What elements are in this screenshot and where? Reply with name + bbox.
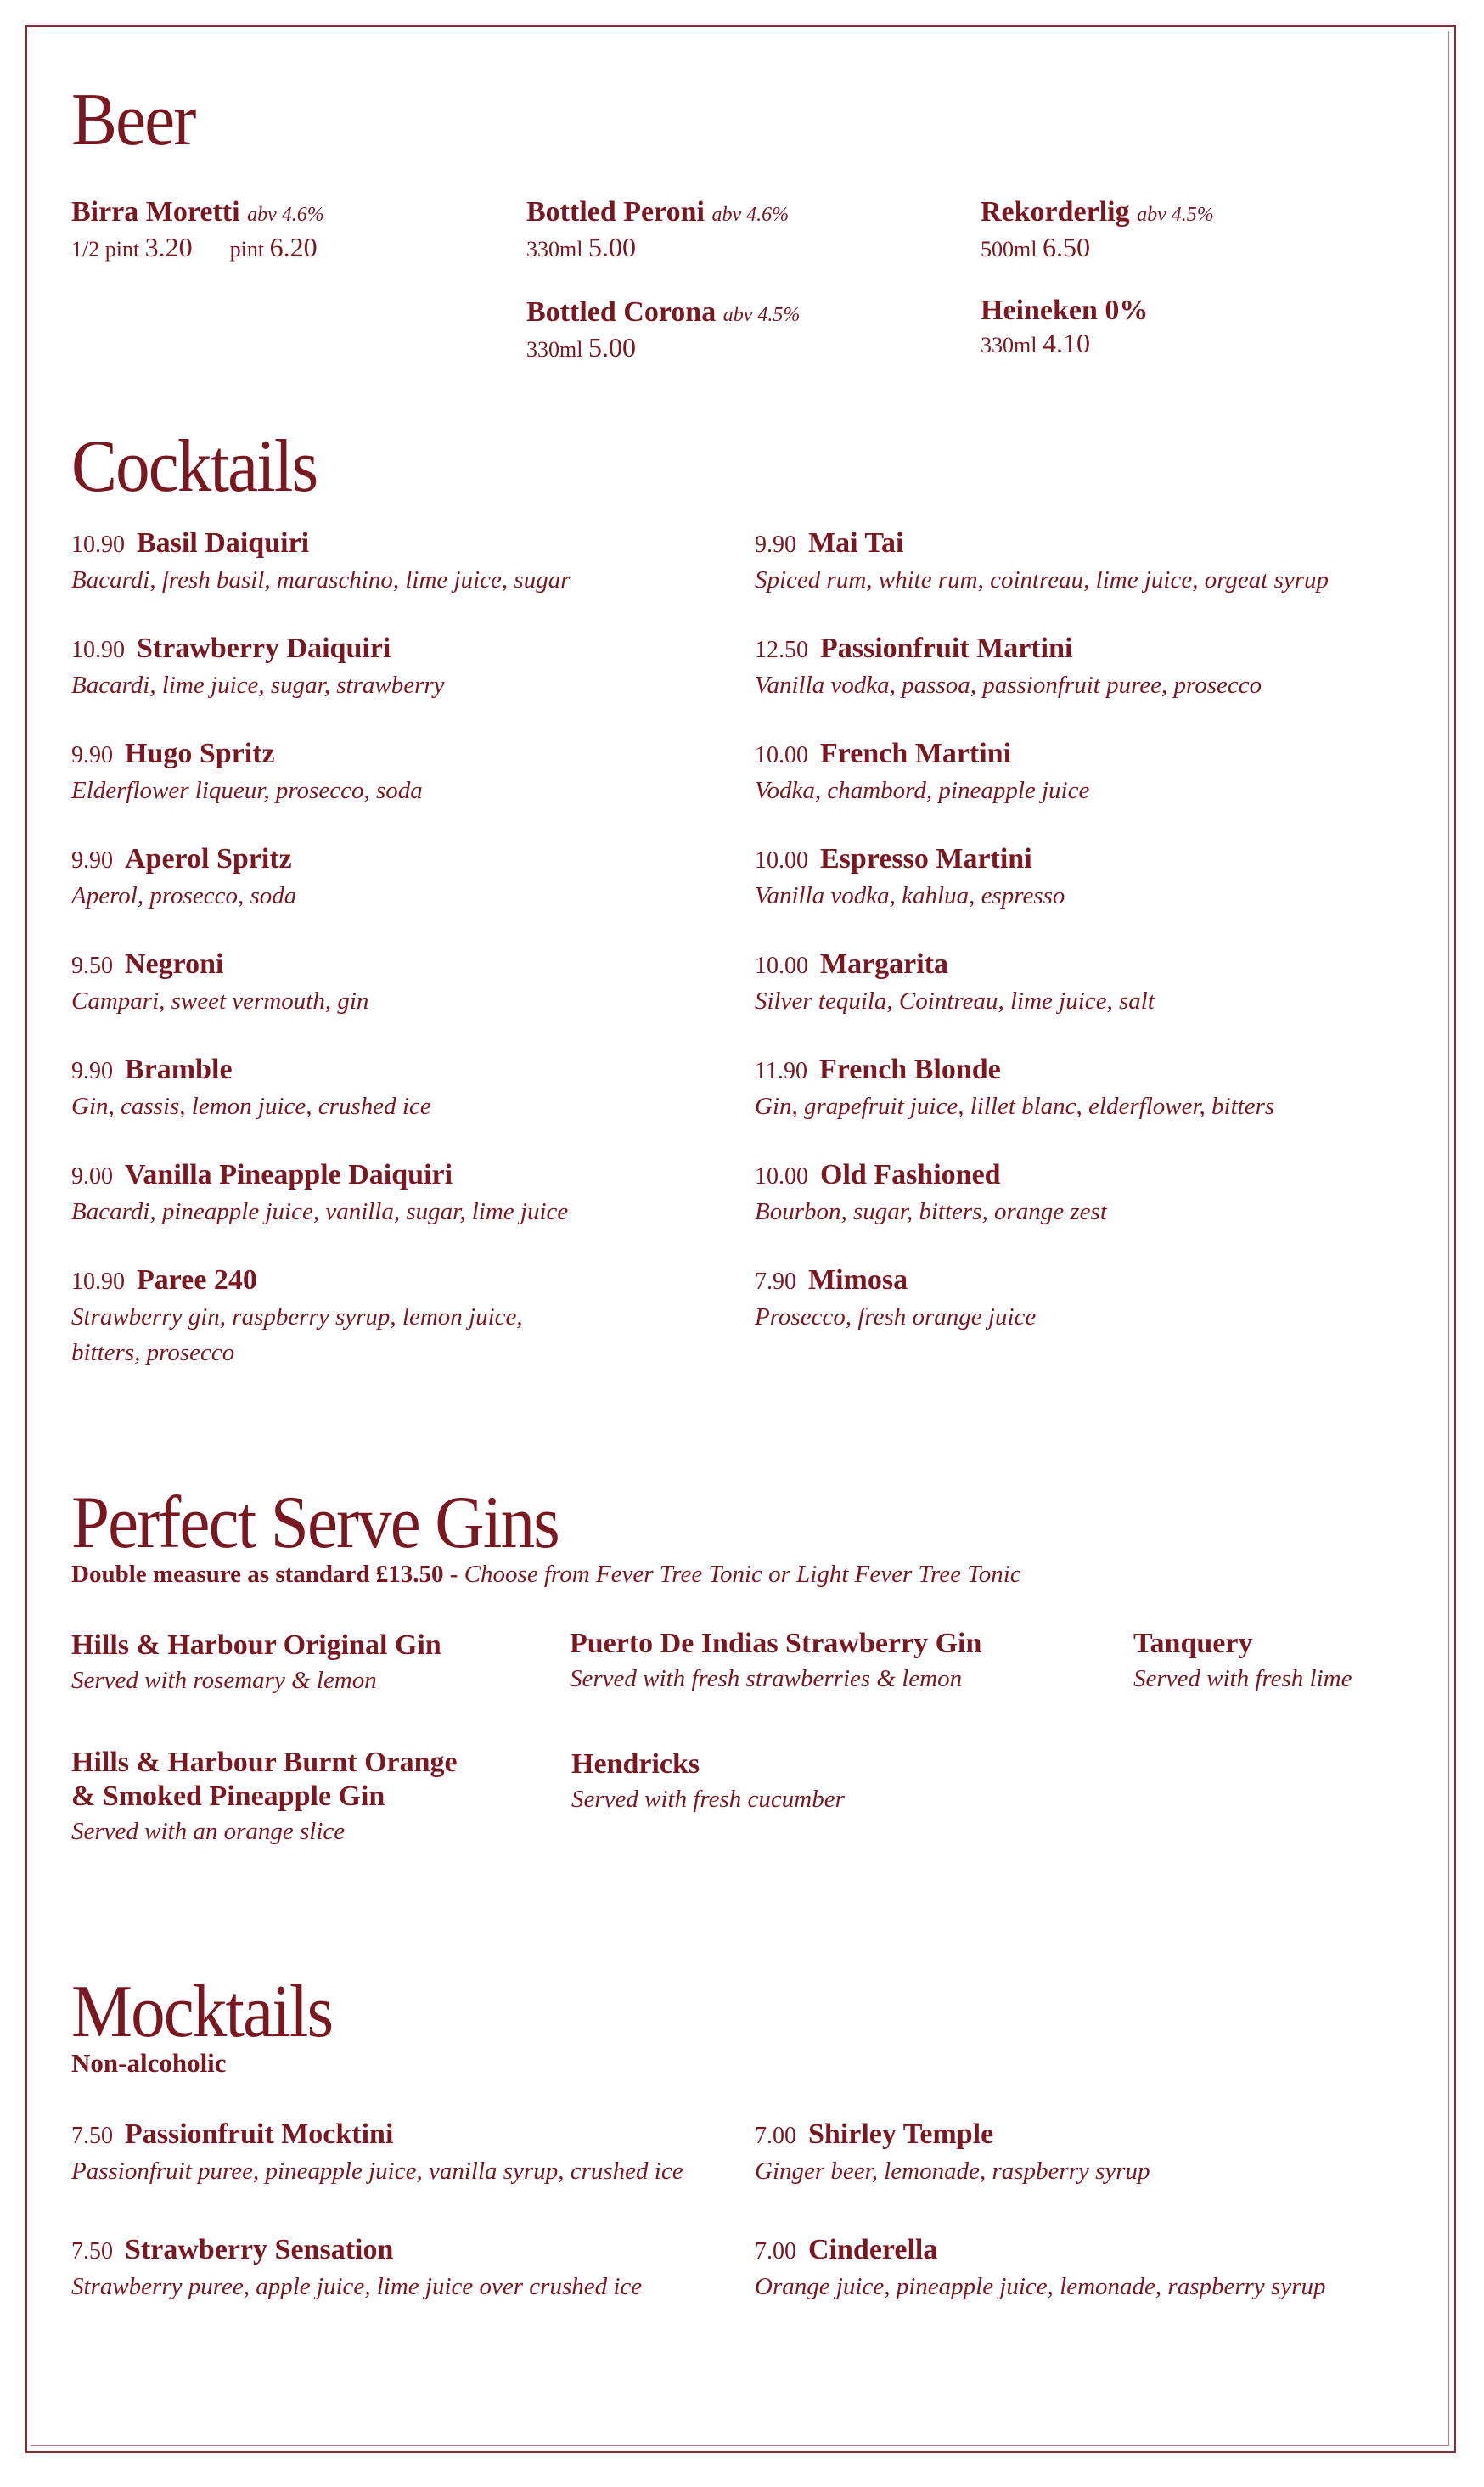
gin-name: Hendricks — [571, 1748, 700, 1780]
item-price: 10.90 — [71, 637, 125, 663]
beer-name: Bottled Corona — [526, 296, 717, 328]
gins-subtitle — [71, 1557, 1021, 1591]
item-name: Paree 240 — [137, 1264, 257, 1296]
gins-subtitle-bold: Double measure as standard £13.50 - — [71, 1561, 458, 1588]
mocktail-item — [755, 2118, 1150, 2189]
item-desc: Silver tequila, Cointreau, lime juice, salt — [755, 987, 1155, 1015]
item-name: Bramble — [125, 1054, 233, 1085]
size-label: 330ml — [526, 237, 583, 262]
item-desc: Aperol, prosecco, soda — [71, 882, 297, 909]
item-desc: Strawberry puree, apple juice, lime juice over crushed ice — [71, 2273, 643, 2300]
beer-name: Heineken 0% — [981, 295, 1149, 326]
item-desc-line2: bitters, prosecco — [71, 1339, 235, 1366]
gin-desc: Served with an orange slice — [71, 1818, 346, 1845]
item-name: Vanilla Pineapple Daiquiri — [125, 1159, 453, 1190]
size-label: 1/2 pint — [71, 237, 140, 262]
mocktail-item — [71, 2118, 683, 2189]
item-price: 10.00 — [755, 742, 808, 768]
gin-desc: Served with rosemary & lemon — [71, 1667, 377, 1694]
gin-name-line2: & Smoked Pineapple Gin — [71, 1781, 385, 1812]
item-name: Aperol Spritz — [125, 843, 292, 875]
cocktail-item — [71, 737, 423, 808]
gins-heading: Perfect Serve Gins — [71, 1482, 559, 1564]
item-price: 9.90 — [71, 742, 113, 768]
item-name: Shirley Temple — [808, 2118, 994, 2150]
item-price: 7.50 — [71, 2123, 113, 2149]
cocktail-item — [755, 737, 1089, 808]
size-label: 500ml — [981, 237, 1037, 262]
gin-item — [570, 1627, 981, 1696]
gin-name: Puerto De Indias Strawberry Gin — [570, 1628, 982, 1659]
size-label: pint — [229, 237, 265, 262]
item-desc: Bacardi, fresh basil, maraschino, lime juice, sugar — [71, 566, 571, 594]
cocktail-item — [71, 1053, 431, 1124]
item-name: Old Fashioned — [820, 1159, 1001, 1190]
cocktails-heading: Cocktails — [71, 425, 318, 508]
item-desc: Ginger beer, lemonade, raspberry syrup — [755, 2158, 1150, 2185]
gin-item — [1133, 1627, 1352, 1696]
beer-item — [526, 295, 800, 365]
item-name: Mai Tai — [808, 527, 904, 559]
mocktails-heading: Mocktails — [71, 1971, 333, 2053]
item-name: French Blonde — [818, 1054, 1001, 1085]
item-price: 10.00 — [755, 953, 808, 979]
item-price: 7.00 — [755, 2123, 796, 2149]
cocktail-item — [755, 526, 1329, 598]
cocktail-item — [71, 842, 296, 914]
item-desc: Campari, sweet vermouth, gin — [71, 987, 369, 1015]
size-label: 330ml — [981, 333, 1037, 357]
gin-item — [71, 1629, 441, 1698]
mocktail-item — [71, 2233, 642, 2304]
beer-item — [71, 195, 324, 265]
item-name: Negroni — [125, 948, 224, 980]
gin-desc: Served with fresh cucumber — [571, 1786, 845, 1813]
item-price: 12.50 — [755, 637, 808, 663]
cocktail-item — [755, 948, 1155, 1019]
gin-desc: Served with fresh lime — [1133, 1665, 1352, 1692]
cocktail-item — [755, 1158, 1107, 1229]
price: 4.10 — [1042, 328, 1090, 358]
item-desc: Gin, grapefruit juice, lillet blanc, elderflower, bitters — [755, 1093, 1275, 1120]
item-desc: Spiced rum, white rum, cointreau, lime juice, orgeat syrup — [755, 566, 1329, 594]
item-price: 9.50 — [71, 953, 113, 979]
beer-item — [981, 294, 1148, 361]
cocktail-item — [755, 1263, 1036, 1335]
gin-name: Hills & Harbour Burnt Orange — [71, 1747, 458, 1778]
item-name: Passionfruit Martini — [820, 633, 1073, 664]
price: 6.20 — [269, 232, 318, 262]
price: 3.20 — [144, 232, 193, 262]
item-price: 9.90 — [71, 1058, 113, 1084]
size-label: 330ml — [526, 337, 583, 362]
item-desc: Bacardi, pineapple juice, vanilla, sugar, lime juice — [71, 1198, 569, 1225]
item-price: 9.00 — [71, 1163, 113, 1190]
cocktail-item — [71, 526, 570, 598]
price: 5.00 — [587, 232, 636, 262]
gins-subtitle-italic: Choose from Fever Tree Tonic or Light Fever Tree Tonic — [464, 1561, 1021, 1588]
item-desc: Elderflower liqueur, prosecco, soda — [71, 777, 423, 804]
cocktail-item — [71, 1158, 568, 1229]
item-name: Strawberry Daiquiri — [137, 633, 391, 664]
gin-item — [71, 1746, 458, 1849]
item-price: 9.90 — [755, 532, 796, 558]
item-desc: Vanilla vodka, kahlua, espresso — [755, 882, 1065, 909]
cocktail-item — [755, 632, 1262, 703]
item-desc: Bourbon, sugar, bitters, orange zest — [755, 1198, 1107, 1225]
beer-name: Birra Moretti — [71, 196, 240, 228]
item-price: 7.90 — [755, 1269, 796, 1295]
item-price: 10.90 — [71, 532, 125, 558]
price: 6.50 — [1042, 232, 1090, 262]
item-name: Passionfruit Mocktini — [125, 2118, 394, 2150]
menu-border-inner — [31, 31, 1449, 2446]
gin-name: Hills & Harbour Original Gin — [71, 1629, 441, 1661]
beer-abv: abv 4.5% — [1137, 204, 1214, 226]
item-desc: Gin, cassis, lemon juice, crushed ice — [71, 1093, 431, 1120]
gin-name: Tanquery — [1133, 1628, 1253, 1659]
item-name: Cinderella — [808, 2234, 938, 2265]
cocktail-item — [755, 1053, 1274, 1124]
beer-name: Bottled Peroni — [526, 196, 705, 228]
item-desc: Passionfruit puree, pineapple juice, vanilla syrup, crushed ice — [71, 2158, 683, 2185]
gin-item — [571, 1747, 845, 1817]
beer-item — [981, 195, 1214, 265]
item-desc: Vanilla vodka, passoa, passionfruit puree, prosecco — [755, 672, 1262, 699]
beer-abv: abv 4.6% — [711, 204, 790, 226]
item-price: 11.90 — [755, 1058, 807, 1084]
item-name: Hugo Spritz — [125, 738, 275, 769]
item-price: 10.00 — [755, 1163, 808, 1190]
beer-abv: abv 4.5% — [722, 304, 801, 326]
item-price: 7.00 — [755, 2238, 796, 2265]
beer-item — [526, 195, 789, 265]
item-name: Espresso Martini — [820, 843, 1032, 875]
price: 5.00 — [587, 332, 636, 363]
gin-desc: Served with fresh strawberries & lemon — [570, 1665, 963, 1692]
item-desc: Orange juice, pineapple juice, lemonade, raspberry syrup — [755, 2273, 1326, 2300]
item-name: Strawberry Sensation — [125, 2234, 394, 2265]
cocktail-item — [71, 948, 368, 1019]
beer-abv: abv 4.6% — [247, 204, 324, 226]
cocktail-item — [71, 632, 445, 703]
item-desc: Strawberry gin, raspberry syrup, lemon juice, — [71, 1303, 523, 1331]
beer-heading: Beer — [71, 79, 195, 161]
cocktail-item — [71, 1263, 523, 1370]
item-price: 10.00 — [755, 847, 808, 874]
mocktails-subtitle: Non-alcoholic — [71, 2048, 227, 2078]
item-price: 7.50 — [71, 2238, 113, 2265]
beer-name: Rekorderlig — [981, 196, 1130, 228]
item-name: Margarita — [820, 948, 949, 980]
item-desc: Prosecco, fresh orange juice — [755, 1303, 1037, 1331]
item-name: French Martini — [820, 738, 1012, 769]
item-desc: Vodka, chambord, pineapple juice — [755, 777, 1090, 804]
item-desc: Bacardi, lime juice, sugar, strawberry — [71, 672, 445, 699]
cocktail-item — [755, 842, 1065, 914]
item-name: Mimosa — [808, 1264, 908, 1296]
item-price: 9.90 — [71, 847, 113, 874]
item-name: Basil Daiquiri — [137, 527, 310, 559]
mocktail-item — [755, 2233, 1326, 2304]
item-price: 10.90 — [71, 1269, 125, 1295]
